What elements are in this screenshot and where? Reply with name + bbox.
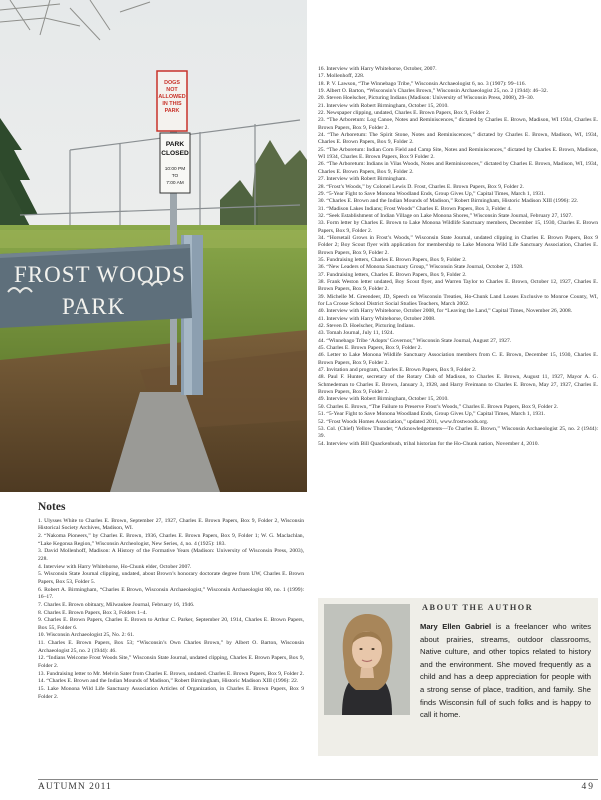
note-37: 37. Fundraising letters, Charles E. Brown Papers, Box 9, Folder 2. <box>318 271 467 278</box>
note-10: 10. Wisconsin Archaeologist 25, No. 2: 61. <box>38 632 135 639</box>
note-7: 7. Charles E. Brown obituary, Milwaukee Journal, February 16, 1946. <box>38 601 195 608</box>
svg-text:10:00 PMTO7:00 AM: 10:00 PM TO 7:00 AM <box>164 167 186 186</box>
note-8: 8. Charles E. Brown Papers, Box 3, Folders 1–4. <box>38 609 147 616</box>
note-35: 35. Fundraising letters, Charles E. Brown Papers, Box 9, Folder 2. <box>318 256 467 263</box>
note-29: 29. “5-Year Fight to Save Monona Woodland Ends, Group Gives Up,” Capital Times, March 1, 1931. <box>318 190 546 197</box>
note-23: 23. “The Arboretum: Log Canoe, Notes and Reminiscences,” dictated by Charles E. Brown, Madison, WI 1934, Charles E. Brown Papers, Box 9, Folder 2. <box>318 117 598 131</box>
note-1: 1. Ulysses White to Charles E. Brown, September 27, 1927, Charles E. Brown Papers, Box 9, Folder 2, Wisconsin Historical Society Archives, Madison, WI. <box>38 518 304 532</box>
note-52: 52. “Frost Woods Homes Association,” updated 2011, www.frostwoods.org. <box>318 418 489 425</box>
notes-right-column <box>318 66 598 448</box>
note-16: 16. Interview with Harry Whitehorse, October, 2007. <box>318 66 437 72</box>
note-22: 22. Newspaper clipping, undated, Charles E. Brown Papers, Box 9, Folder 2. <box>318 110 491 117</box>
page-number: 49 <box>581 782 595 792</box>
note-12: 12. “Indians Welcome Frost Woods Site,” Wisconsin State Journal, undated clipping, Charles E. Brown Papers, Box 9, Folder 2. <box>38 655 304 669</box>
author-bio-text: is a freelancer who writes about prairies, streams, outdoor classrooms, Native culture, and other topics related to history and the environment. She moved frequently as a child and has a deep appreciation for people with a strong sense of place, tradition, and family. She finds Wisconsin full of such folks and is happy to call it home. <box>420 622 591 720</box>
note-13: 13. Fundraising letter to Mr. Melvin Sater from Charles E. Brown, undated. Charles E. Brown Papers, Box 9, Folder 2. <box>38 670 304 677</box>
note-28: 28. “Frost’s Woods,” by Colonel Lewis D. Frost, Charles E. Brown Papers, Box 9, Folder 2. <box>318 183 524 190</box>
issue-label: AUTUMN 2011 <box>38 782 112 792</box>
note-48: 48. Paul F. Hunter, secretary of the Rotary Club of Madison, to Charles E. Brown, August 11, 1927, Mayor A. G. Schmedeman to Charles E. Brown, January 3, 1928, and Harry Freimann to Charles E. Brown, May 27, 1927, Charles E. Brown Papers, Box 9, Folder 2. <box>318 374 598 396</box>
note-30: 30. “Charles E. Brown and the Indian Mounds of Madison,” Robert Birmingham, Historic Madison XIII (1996): 22. <box>318 198 579 205</box>
note-32: 32. “Seek Establishment of Indian Village on Lake Monona Shores,” Wisconsin State Journal, February 27, 1927. <box>318 212 573 219</box>
notes-heading: Notes <box>38 501 66 513</box>
note-49: 49. Interview with Robert Birmingham, October 15, 2010. <box>318 396 449 403</box>
note-2: 2. “Nakoma Pioneers,” by Charles E. Brown, 1936, Charles E. Brown Papers, Box 9, Folder 1; W. G. Maclachlan, “Lake Kegonsa Region,” Wisconsin Archeologist, New Series, 4, no. 4 (1925): 183. <box>38 533 304 547</box>
note-21: 21. Interview with Robert Birmingham, October 15, 2010. <box>318 102 449 109</box>
note-47: 47. Invitation and program, Charles E. Brown Papers, Box 9, Folder 2. <box>318 367 477 374</box>
author-name: Mary Ellen Gabriel <box>420 622 492 631</box>
note-19: 19. Albert O. Barton, “Wisconsin’s Charles Brown,” Wisconsin Archaeologist 25, no. 2 (1944): 46–32. <box>318 88 549 95</box>
note-9: 9. Charles E. Brown Papers, Charles E. Brown to Arthur C. Parker, September 20, 1914, Charles E. Brown Papers, Box 55, Folder 6. <box>38 617 304 631</box>
note-11: 11. Charles E. Brown Papers, Box 53; “Wisconsin’s Own Charles Brown,” by Albert O. Barton, Wisconsin Archaeologist 25, no. 2 (1944): 46. <box>38 640 304 654</box>
note-24: 24. “The Arboretum: The Spirit Stone, Notes and Reminiscences,” dictated by Charles E. Brown, Madison, WI, 1934, Charles E. Brown Papers, Box 9, Folder 2. <box>318 132 598 146</box>
svg-text:PARKCLOSED: PARK CLOSED <box>161 141 189 157</box>
note-33: 33. Form letter by Charles E. Brown to Lake Monona Wildlife Sanctuary members, December 15, 1930, Charles E. Brown Papers, Box 9, Folder 2. <box>318 220 598 234</box>
note-25: 25. “The Arboretum: Indian Corn Field and Camp Site, Notes and Reminiscences,” dictated by Charles E. Brown, Madison, WI 1934, Charles E. Brown Papers, Box 9 Folder 2. <box>318 146 598 161</box>
svg-text:DOGSNOTALLOWEDIN THISPARK: DOGS NOT ALLOWED IN THIS PARK <box>158 80 186 114</box>
note-50: 50. Charles E. Brown, “The Failure to Preserve Frost’s Woods,” Charles E. Brown Papers, Box 9, Folder 2. <box>318 403 559 410</box>
note-51: 51. “5-Year Fight to Save Monona Woodland Ends, Group Gives Up,” Capital Times, March 1, 1931. <box>318 411 546 418</box>
note-46: 46. Letter to Lake Monona Wildlife Sanctuary Association members from C. E. Brown, December 15, 1930, Charles E. Brown Papers, Box 9, Folder 2. <box>318 352 598 366</box>
footer-rule <box>38 779 598 780</box>
note-45: 45. Charles E. Brown Papers, Box 9, Folder 2. <box>318 345 422 352</box>
note-26: 26. “The Arboretum: Indians in Vilas Woods, Notes and Reminiscences,” dictated by Charles E. Brown, Madison, WI, 1934, Charles E. Brown Papers, Box 9, Folder 2. <box>318 161 598 175</box>
note-17: 17. Mollenhoff, 228. <box>318 73 365 80</box>
about-the-author-heading: ABOUT THE AUTHOR <box>422 603 534 612</box>
note-34: 34. “Horsetail Grows in Frost’s Woods,” Wisconsin State Journal, undated clipping in Charles E. Brown Papers, Box 9 Folder 2; Boy Scout flyer with application for membership to Lake Monona Wild Life Sanctuary Association, Charles E. Brown Papers, Box 9, Folder 2. <box>318 234 598 256</box>
note-6: 6. Robert A. Birmingham, “Charles E Brown, Wisconsin Archaeologist,” Wisconsin Archaeologist 80, no. 1 (1999): 16–17. <box>38 586 304 601</box>
svg-text:FROST WOODS PARK: FROST WOODS PARK <box>14 262 186 319</box>
note-38: 38. Frank Weston letter undated, Boy Scout flyer, and Warren Taylor to Charles E. Brown, October 12, 1927, Charles E. Brown Papers, Box 9, Folder 2. <box>318 278 598 293</box>
note-42: 42. Steven D. Hoelscher, Picturing Indians. <box>318 323 415 330</box>
note-43: 43. Tomah Journal, July 11, 1924. <box>318 330 394 337</box>
note-39: 39. Michelle M. Greendeer, JD, Speech on Wisconsin Treaties, Ho-Chunk Land Losses Exclusive to Monroe County, WI, for La Crosse School District Social Studies Teachers, March 2002. <box>318 293 598 307</box>
notes-left-column <box>38 497 304 701</box>
note-36: 36. “New Leaders of Monona Sanctuary Group,” Wisconsin State Journal, October 2, 1928. <box>318 264 524 271</box>
note-15: 15. Lake Monona Wild Life Sanctuary Association Articles of Organization, in Charles E. Brown Papers, Box 9 Folder 2. <box>38 686 304 700</box>
about-the-author-box <box>318 598 598 756</box>
note-20: 20. Steven Hoelscher, Picturing Indians (Madison: University of Wisconsin Press, 2008), 29–30. <box>318 95 535 102</box>
note-18: 18. P. V. Lawson, “The Winnebago Tribe,” Wisconsin Archaeologist 6, no. 3 (1907): 99–116. <box>318 80 526 87</box>
author-bio <box>328 621 591 723</box>
note-41: 41. Interview with Harry Whitehorse, October 2008. <box>318 315 436 322</box>
note-27: 27. Interview with Robert Birmingham. <box>318 176 407 183</box>
note-53: 53. Col. (Chief) Yellow Thunder, “Acknowledgements—To Charles E. Brown,” Wisconsin Archaeologist 25, no. 2 (1944): 39. <box>318 425 598 440</box>
frost-woods-park-photo <box>0 0 307 492</box>
note-4: 4. Interview with Harry Whitehorse, Ho-Chunk elder, October 2007. <box>38 563 192 570</box>
note-5: 5. Wisconsin State Journal clipping, undated, about Brown’s honorary doctorate degree from UW, Charles E. Brown Papers, Box 53, Folder 5. <box>38 571 304 585</box>
note-44: 44. “Winnebago Tribe ‘Adopts’ Governor,” Wisconsin State Journal, August 27, 1927. <box>318 337 512 344</box>
note-40: 40. Interview with Harry Whitehorse, October 2008, for “Leaving the Land,” Capital Times, November 26, 2008. <box>318 308 573 315</box>
note-14: 14. “Charles E. Brown and the Indian Mounds of Madison,” Robert Birmingham, Historic Madison XIII (1996): 22. <box>38 678 299 685</box>
note-54: 54. Interview with Bill Quackenbush, tribal historian for the Ho-Chunk nation, November 4, 2010. <box>318 440 539 447</box>
note-3: 3. David Mollenhoff, Madison: A History of the Formative Years (Madison: University of Wisconsin Press, 2003), 228. <box>38 548 304 562</box>
note-31: 31. “Madison Lakes Indians; Frost Woods” Charles E. Brown Papers, Box 3, Folder 4. <box>318 205 512 212</box>
